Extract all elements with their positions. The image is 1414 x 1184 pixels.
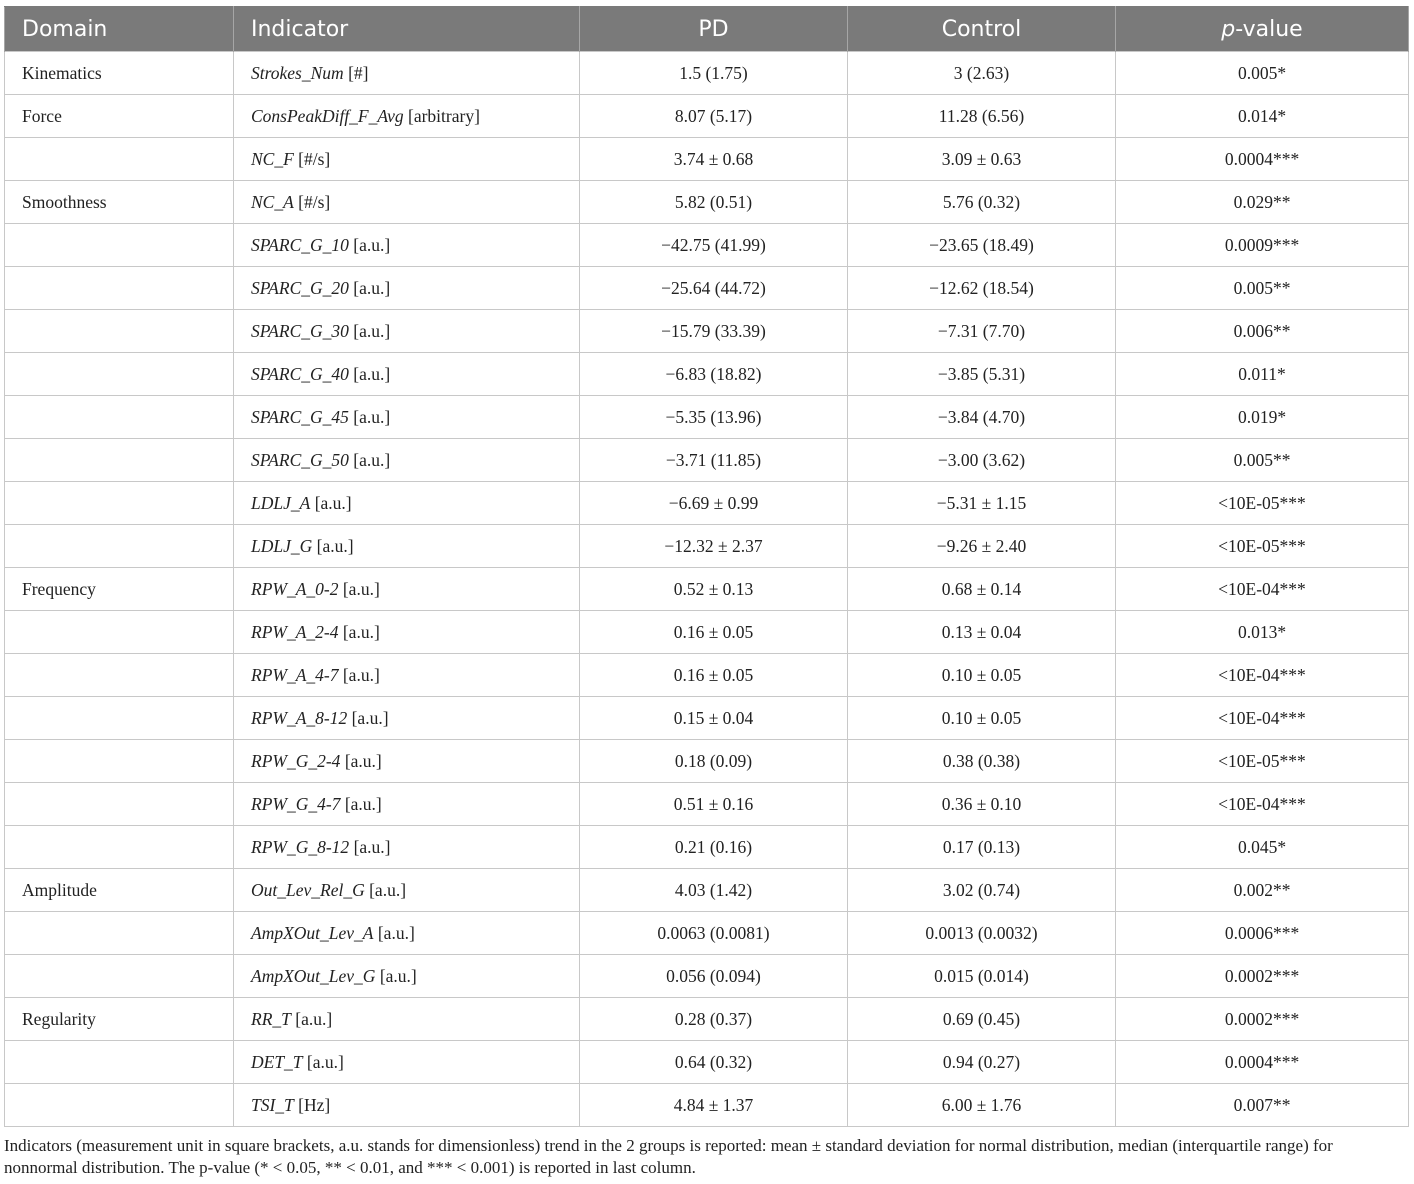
indicator-name: RPW_G_2-4 (251, 750, 341, 771)
indicator-cell (234, 740, 580, 783)
column-header-indicator: Indicator (234, 7, 580, 52)
indicator-cell (234, 611, 580, 654)
pd-value-cell: 0.21 (0.16) (580, 826, 848, 869)
domain-cell: Force (5, 95, 234, 138)
p-letter: p (1221, 16, 1236, 42)
domain-cell (5, 396, 234, 439)
pd-value-cell: 0.056 (0.094) (580, 955, 848, 998)
p-value-cell: 0.0002*** (1116, 998, 1409, 1041)
indicator-cell (234, 955, 580, 998)
table-row (5, 396, 1409, 439)
domain-cell (5, 697, 234, 740)
domain-cell (5, 611, 234, 654)
indicator-name: ConsPeakDiff_F_Avg (251, 105, 404, 126)
indicator-cell (234, 439, 580, 482)
indicator-cell (234, 912, 580, 955)
control-value-cell: −3.00 (3.62) (848, 439, 1116, 482)
p-value-cell: <10E-05*** (1116, 482, 1409, 525)
indicator-cell (234, 568, 580, 611)
indicator-name: RPW_G_4-7 (251, 793, 341, 814)
indicator-name: SPARC_G_50 (251, 449, 349, 470)
table-row (5, 826, 1409, 869)
table-row (5, 912, 1409, 955)
control-value-cell: 0.10 ± 0.05 (848, 654, 1116, 697)
domain-cell (5, 740, 234, 783)
indicator-name: AmpXOut_Lev_G (251, 965, 376, 986)
p-value-suffix: -value (1235, 16, 1303, 42)
indicator-cell (234, 783, 580, 826)
table-row (5, 95, 1409, 138)
column-header-p-value (1116, 7, 1409, 52)
control-value-cell: 11.28 (6.56) (848, 95, 1116, 138)
control-value-cell: −5.31 ± 1.15 (848, 482, 1116, 525)
indicator-cell (234, 525, 580, 568)
pd-value-cell: −5.35 (13.96) (580, 396, 848, 439)
control-value-cell: 3.02 (0.74) (848, 869, 1116, 912)
table-row (5, 224, 1409, 267)
domain-cell (5, 826, 234, 869)
domain-cell (5, 482, 234, 525)
p-value-cell: 0.0006*** (1116, 912, 1409, 955)
control-value-cell: −3.85 (5.31) (848, 353, 1116, 396)
pd-value-cell: 0.0063 (0.0081) (580, 912, 848, 955)
pd-value-cell: 5.82 (0.51) (580, 181, 848, 224)
table-row (5, 654, 1409, 697)
control-value-cell: 0.015 (0.014) (848, 955, 1116, 998)
domain-cell (5, 267, 234, 310)
pd-value-cell: 3.74 ± 0.68 (580, 138, 848, 181)
indicator-name: NC_A (251, 191, 294, 212)
indicator-unit: [a.u.] (348, 449, 391, 470)
indicator-unit: [a.u.] (338, 578, 380, 599)
domain-cell: Regularity (5, 998, 234, 1041)
control-value-cell: −7.31 (7.70) (848, 310, 1116, 353)
table-row (5, 353, 1409, 396)
results-table-container (4, 6, 1408, 1127)
p-value-cell: 0.013* (1116, 611, 1409, 654)
indicator-unit: [a.u.] (340, 750, 382, 771)
domain-cell (5, 138, 234, 181)
domain-cell (5, 525, 234, 568)
p-value-cell: 0.011* (1116, 353, 1409, 396)
indicator-unit: [a.u.] (338, 664, 380, 685)
table-row (5, 869, 1409, 912)
indicator-unit: [a.u.] (348, 406, 391, 427)
indicator-cell (234, 396, 580, 439)
control-value-cell: 6.00 ± 1.76 (848, 1084, 1116, 1127)
indicator-unit: [a.u.] (375, 965, 417, 986)
p-value-cell: 0.0009*** (1116, 224, 1409, 267)
p-value-cell: 0.0004*** (1116, 138, 1409, 181)
control-value-cell: 0.69 (0.45) (848, 998, 1116, 1041)
indicator-unit: [#] (343, 62, 369, 83)
indicator-name: Strokes_Num (251, 62, 344, 83)
results-table (4, 6, 1409, 1127)
control-value-cell: 0.38 (0.38) (848, 740, 1116, 783)
indicator-unit: [a.u.] (290, 1008, 333, 1029)
table-row (5, 568, 1409, 611)
p-value-cell: 0.005** (1116, 439, 1409, 482)
indicator-cell (234, 267, 580, 310)
pd-value-cell: −25.64 (44.72) (580, 267, 848, 310)
indicator-unit: [a.u.] (373, 922, 415, 943)
pd-value-cell: 0.52 ± 0.13 (580, 568, 848, 611)
indicator-unit: [a.u.] (364, 879, 407, 900)
indicator-name: NC_F (251, 148, 294, 169)
control-value-cell: 0.94 (0.27) (848, 1041, 1116, 1084)
indicator-cell (234, 310, 580, 353)
table-row (5, 740, 1409, 783)
indicator-unit: [a.u.] (348, 234, 391, 255)
table-row (5, 267, 1409, 310)
indicator-name: RPW_A_4-7 (251, 664, 339, 685)
indicator-cell (234, 869, 580, 912)
pd-value-cell: 0.16 ± 0.05 (580, 611, 848, 654)
p-value-cell: <10E-04*** (1116, 568, 1409, 611)
domain-cell: Smoothness (5, 181, 234, 224)
p-value-cell: 0.045* (1116, 826, 1409, 869)
control-value-cell: 0.0013 (0.0032) (848, 912, 1116, 955)
p-value-cell: <10E-05*** (1116, 740, 1409, 783)
indicator-name: SPARC_G_10 (251, 234, 349, 255)
indicator-name: DET_T (251, 1051, 303, 1072)
indicator-unit: [a.u.] (348, 277, 391, 298)
indicator-name: SPARC_G_40 (251, 363, 349, 384)
indicator-unit: [arbitrary] (403, 105, 480, 126)
p-value-cell: 0.014* (1116, 95, 1409, 138)
table-row (5, 52, 1409, 95)
indicator-unit: [a.u.] (338, 621, 380, 642)
indicator-unit: [#/s] (293, 148, 331, 169)
pd-value-cell: 0.15 ± 0.04 (580, 697, 848, 740)
indicator-unit: [a.u.] (302, 1051, 344, 1072)
p-value-cell: 0.006** (1116, 310, 1409, 353)
domain-cell (5, 353, 234, 396)
indicator-cell (234, 654, 580, 697)
indicator-unit: [a.u.] (349, 836, 391, 857)
table-row (5, 138, 1409, 181)
control-value-cell: 0.68 ± 0.14 (848, 568, 1116, 611)
domain-cell (5, 439, 234, 482)
table-row (5, 1084, 1409, 1127)
table-row (5, 955, 1409, 998)
control-value-cell: 3 (2.63) (848, 52, 1116, 95)
indicator-name: SPARC_G_20 (251, 277, 349, 298)
indicator-unit: [a.u.] (348, 320, 391, 341)
indicator-name: RR_T (251, 1008, 291, 1029)
table-header-row (5, 7, 1409, 52)
indicator-cell (234, 52, 580, 95)
domain-cell (5, 224, 234, 267)
control-value-cell: −3.84 (4.70) (848, 396, 1116, 439)
indicator-unit: [a.u.] (340, 793, 382, 814)
table-row (5, 1041, 1409, 1084)
p-value-cell: 0.005* (1116, 52, 1409, 95)
p-value-cell: 0.005** (1116, 267, 1409, 310)
indicator-cell (234, 1084, 580, 1127)
pd-value-cell: 1.5 (1.75) (580, 52, 848, 95)
indicator-cell (234, 95, 580, 138)
p-value-cell: 0.002** (1116, 869, 1409, 912)
pd-value-cell: 0.28 (0.37) (580, 998, 848, 1041)
control-value-cell: 0.10 ± 0.05 (848, 697, 1116, 740)
table-caption: Indicators (measurement unit in square brackets, a.u. stands for dimensionless) trend in the 2 groups is reported: mean ± standard deviation for normal distribution, median (interquartile range) for nonnormal distribution. The p-value (* < 0.05, ** < 0.01, and *** < 0.001) is reported in last column. (4, 1136, 1333, 1177)
pd-value-cell: −6.83 (18.82) (580, 353, 848, 396)
indicator-cell (234, 224, 580, 267)
table-row (5, 310, 1409, 353)
column-header-control: Control (848, 7, 1116, 52)
indicator-cell (234, 697, 580, 740)
p-value-cell: 0.029** (1116, 181, 1409, 224)
p-value-cell: 0.007** (1116, 1084, 1409, 1127)
table-row (5, 482, 1409, 525)
indicator-name: Out_Lev_Rel_G (251, 879, 365, 900)
indicator-cell (234, 353, 580, 396)
control-value-cell: −12.62 (18.54) (848, 267, 1116, 310)
control-value-cell: 0.36 ± 0.10 (848, 783, 1116, 826)
indicator-unit: [a.u.] (312, 535, 354, 556)
pd-value-cell: −12.32 ± 2.37 (580, 525, 848, 568)
indicator-cell (234, 138, 580, 181)
pd-value-cell: −3.71 (11.85) (580, 439, 848, 482)
domain-cell (5, 912, 234, 955)
indicator-name: LDLJ_G (251, 535, 313, 556)
domain-cell (5, 654, 234, 697)
indicator-cell (234, 482, 580, 525)
pd-value-cell: −15.79 (33.39) (580, 310, 848, 353)
domain-cell (5, 783, 234, 826)
indicator-cell (234, 1041, 580, 1084)
control-value-cell: 5.76 (0.32) (848, 181, 1116, 224)
p-value-cell: <10E-04*** (1116, 697, 1409, 740)
column-header-pd: PD (580, 7, 848, 52)
p-value-cell: <10E-04*** (1116, 783, 1409, 826)
p-value-cell: <10E-05*** (1116, 525, 1409, 568)
indicator-name: SPARC_G_45 (251, 406, 349, 427)
control-value-cell: 0.17 (0.13) (848, 826, 1116, 869)
pd-value-cell: 0.51 ± 0.16 (580, 783, 848, 826)
table-row (5, 697, 1409, 740)
indicator-name: SPARC_G_30 (251, 320, 349, 341)
pd-value-cell: 4.03 (1.42) (580, 869, 848, 912)
indicator-unit: [a.u.] (347, 707, 389, 728)
domain-cell (5, 1084, 234, 1127)
indicator-cell (234, 181, 580, 224)
column-header-domain: Domain (5, 7, 234, 52)
table-row (5, 181, 1409, 224)
p-value-cell: 0.0002*** (1116, 955, 1409, 998)
indicator-cell (234, 826, 580, 869)
pd-value-cell: 8.07 (5.17) (580, 95, 848, 138)
domain-cell (5, 1041, 234, 1084)
table-row (5, 611, 1409, 654)
indicator-unit: [#/s] (293, 191, 331, 212)
table-row (5, 439, 1409, 482)
indicator-name: RPW_A_8-12 (251, 707, 348, 728)
indicator-name: RPW_A_0-2 (251, 578, 339, 599)
pd-value-cell: −42.75 (41.99) (580, 224, 848, 267)
domain-cell (5, 310, 234, 353)
indicator-name: RPW_G_8-12 (251, 836, 350, 857)
domain-cell: Frequency (5, 568, 234, 611)
indicator-cell (234, 998, 580, 1041)
pd-value-cell: 4.84 ± 1.37 (580, 1084, 848, 1127)
indicator-name: LDLJ_A (251, 492, 311, 513)
indicator-unit: [a.u.] (310, 492, 352, 513)
indicator-name: RPW_A_2-4 (251, 621, 339, 642)
domain-cell: Kinematics (5, 52, 234, 95)
control-value-cell: 0.13 ± 0.04 (848, 611, 1116, 654)
pd-value-cell: 0.16 ± 0.05 (580, 654, 848, 697)
table-body (5, 52, 1409, 1127)
table-row (5, 783, 1409, 826)
indicator-unit: [Hz] (293, 1094, 331, 1115)
pd-value-cell: 0.64 (0.32) (580, 1041, 848, 1084)
indicator-unit: [a.u.] (348, 363, 391, 384)
control-value-cell: −9.26 ± 2.40 (848, 525, 1116, 568)
table-row (5, 998, 1409, 1041)
table-row (5, 525, 1409, 568)
indicator-name: TSI_T (251, 1094, 294, 1115)
indicator-name: AmpXOut_Lev_A (251, 922, 374, 943)
control-value-cell: 3.09 ± 0.63 (848, 138, 1116, 181)
p-value-cell: 0.019* (1116, 396, 1409, 439)
p-value-cell: 0.0004*** (1116, 1041, 1409, 1084)
domain-cell (5, 955, 234, 998)
pd-value-cell: 0.18 (0.09) (580, 740, 848, 783)
control-value-cell: −23.65 (18.49) (848, 224, 1116, 267)
p-value-cell: <10E-04*** (1116, 654, 1409, 697)
domain-cell: Amplitude (5, 869, 234, 912)
pd-value-cell: −6.69 ± 0.99 (580, 482, 848, 525)
